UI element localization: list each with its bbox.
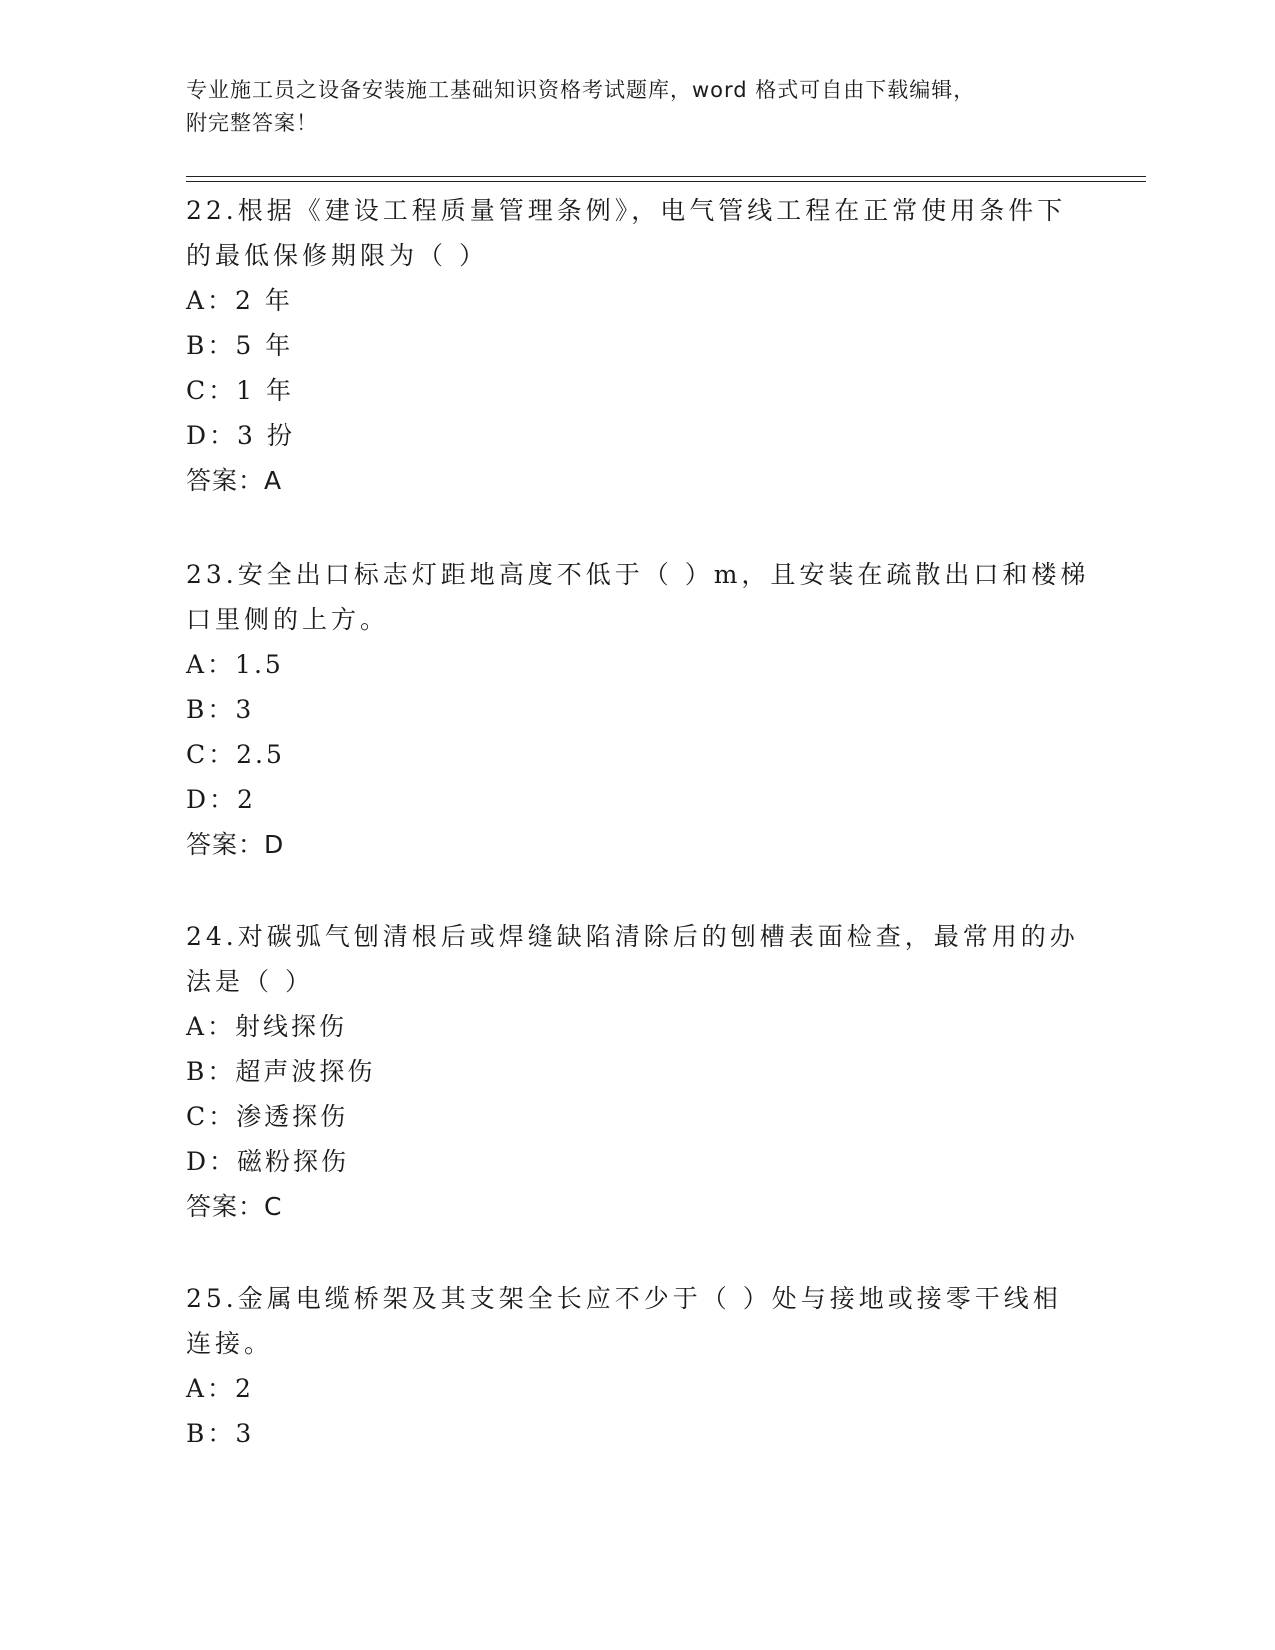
question-stem-line: 23.安全出口标志灯距地高度不低于（ ）m，且安装在疏散出口和楼梯: [186, 560, 1090, 589]
question-stem-line: 25.金属电缆桥架及其支架全长应不少于（ ）处与接地或接零干线相: [186, 1284, 1062, 1313]
option-d: D：3 扮: [186, 421, 295, 450]
option-b: B：3: [186, 695, 255, 724]
option-d: D：磁粉探伤: [186, 1147, 350, 1176]
question-23: [186, 552, 1090, 867]
answer-label: 答案：D: [186, 830, 285, 859]
question-stem-line: 的最低保修期限为（ ）: [186, 241, 488, 270]
header-divider-top: [186, 176, 1146, 177]
header-line-2: 附完整答案！: [186, 111, 318, 135]
option-a: A：1.5: [186, 650, 284, 679]
option-a: A：2: [186, 1374, 254, 1403]
question-stem-line: 22.根据《建设工程质量管理条例》，电气管线工程在正常使用条件下: [186, 196, 1067, 225]
option-c: C：渗透探伤: [186, 1102, 349, 1131]
document-header: [186, 74, 1066, 140]
option-b: B：3: [186, 1419, 255, 1448]
question-stem: [186, 552, 1090, 642]
option-c: C：1 年: [186, 376, 294, 405]
question-24: [186, 914, 1086, 1229]
question-25: [186, 1276, 1086, 1456]
question-stem: [186, 1276, 1086, 1366]
option-b: B：超声波探伤: [186, 1057, 376, 1086]
question-stem-line: 法是（ ）: [186, 967, 314, 996]
answer-label: 答案：A: [186, 466, 283, 495]
option-d: D：2: [186, 785, 256, 814]
option-a: A：射线探伤: [186, 1012, 348, 1041]
question-stem-line: 连接。: [186, 1329, 274, 1358]
option-c: C：2.5: [186, 740, 285, 769]
question-stem-line: 24.对碳弧气刨清根后或焊缝缺陷清除后的刨槽表面检查，最常用的办: [186, 922, 1079, 951]
option-a: A：2 年: [186, 286, 293, 315]
header-divider-bottom: [186, 181, 1146, 182]
question-stem: [186, 188, 1086, 278]
question-stem-line: 口里侧的上方。: [186, 605, 390, 634]
question-22: [186, 188, 1086, 503]
answer-label: 答案：C: [186, 1192, 283, 1221]
header-line-1: 专业施工员之设备安装施工基础知识资格考试题库，word 格式可自由下载编辑，: [186, 78, 976, 102]
option-b: B：5 年: [186, 331, 294, 360]
question-stem: [186, 914, 1086, 1004]
